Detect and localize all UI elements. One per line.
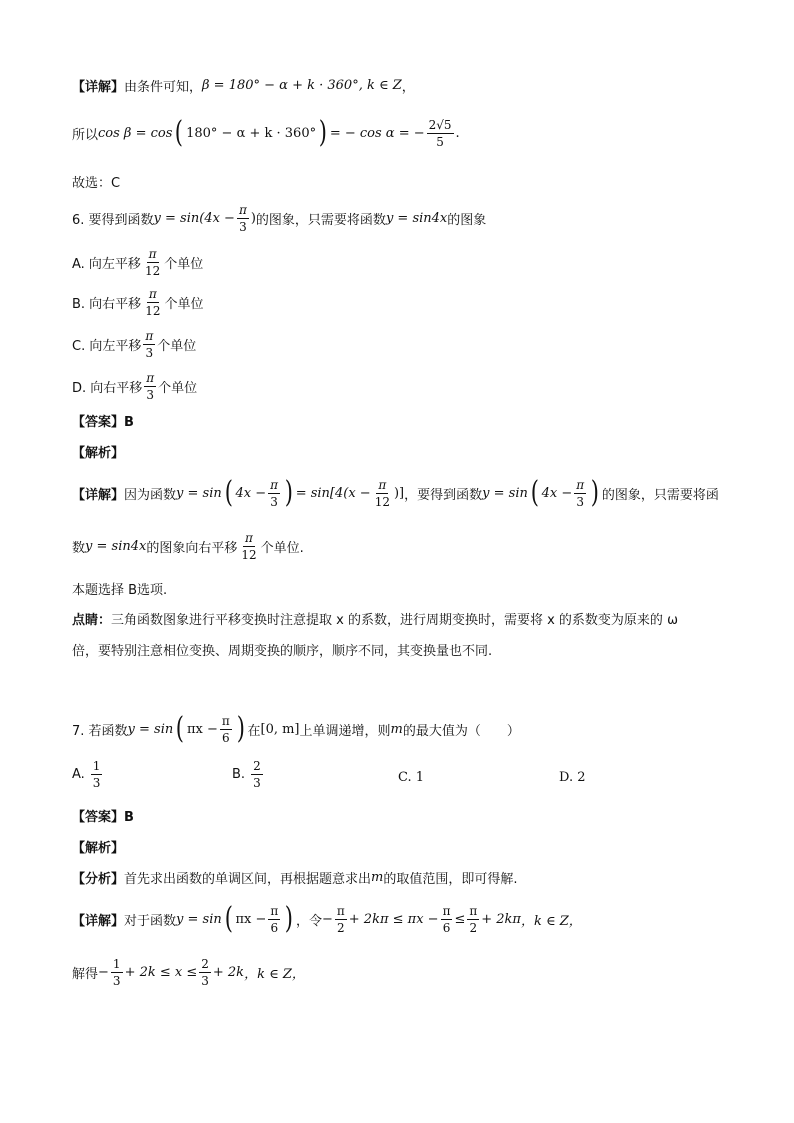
- right-paren: ): [318, 115, 328, 150]
- option-fraction: [144, 372, 156, 401]
- q7-answer: [72, 806, 134, 825]
- q7-stem: [72, 711, 520, 746]
- denominator: 3: [201, 974, 209, 988]
- pi-over-12: [373, 479, 392, 508]
- q7-option-c[interactable]: [398, 770, 424, 785]
- pi-over-3: [268, 479, 280, 508]
- cos-argument: 180° − α + k · 360°: [186, 125, 317, 141]
- sin-function: y = sin: [176, 485, 222, 501]
- left-paren: (: [224, 475, 233, 510]
- numerator: π: [145, 329, 154, 343]
- detail-text: 因为函数: [124, 487, 177, 503]
- beta-formula: β = 180° − α + k · 360°, k ∈ Z: [202, 78, 402, 93]
- pi-over-6: [220, 715, 232, 744]
- close-bracket: )]: [393, 485, 405, 501]
- detail-text: 数: [72, 541, 86, 556]
- denominator: 2: [469, 920, 478, 935]
- inequality-part: + 2k ≤ x ≤: [124, 965, 198, 980]
- minus-sign: −: [98, 965, 109, 980]
- choice-text: 故选：C: [72, 176, 121, 191]
- option-label: B.: [232, 767, 246, 782]
- q7-stem-text-4: 的最大值为（ ）: [402, 723, 520, 739]
- right-paren: ): [590, 475, 600, 510]
- option-label: D. 向右平移: [72, 381, 143, 396]
- q7-detail-line: [72, 901, 582, 936]
- sin-argument: 4x −: [235, 485, 267, 501]
- minus-sign: −: [321, 911, 333, 927]
- q6-option-a[interactable]: [72, 248, 203, 277]
- option-fraction: [143, 248, 162, 277]
- q6-comment-1: [72, 609, 678, 628]
- q7-solve-line: [72, 958, 305, 987]
- numerator: π: [221, 713, 230, 728]
- numerator: π: [245, 531, 253, 545]
- cos-beta-line: [72, 115, 460, 150]
- pi-over-6: [441, 905, 453, 934]
- denominator: 3: [270, 494, 278, 509]
- numerator: π: [146, 371, 155, 385]
- q6-function-2: y = sin4x: [385, 211, 448, 226]
- answer-text: 【答案】B: [72, 415, 134, 430]
- q6-option-b[interactable]: [72, 288, 203, 317]
- denominator: 6: [270, 920, 279, 935]
- q6-answer: [72, 411, 134, 430]
- comment-text: 三角函数图象进行平移变换时注意提取 x 的系数，进行周期变换时，需要将 x 的系数变为原来的 ω: [111, 613, 678, 628]
- sin-argument-2: 4x −: [541, 485, 573, 501]
- pi-over-3: [574, 479, 586, 508]
- sin-rewrite: = sin[4(x −: [295, 485, 371, 501]
- numerator: π: [442, 903, 451, 918]
- detail-text: 对于函数: [124, 913, 177, 929]
- inequality-part-2: + 2k: [212, 965, 245, 980]
- q6-analysis-heading: [72, 442, 124, 461]
- option-unit: 个单位: [158, 381, 198, 396]
- denominator: 6: [442, 920, 451, 935]
- option-label: D. 2: [559, 770, 586, 785]
- q7-option-d[interactable]: [559, 770, 586, 785]
- numerator: π: [469, 903, 478, 918]
- denominator: 3: [112, 974, 121, 988]
- detail-text-2: ，令: [295, 913, 322, 929]
- denominator: 3: [253, 776, 261, 790]
- analysis-heading: 【解析】: [72, 841, 125, 856]
- left-paren: (: [224, 901, 233, 936]
- q6-choose: [72, 579, 167, 598]
- answer-text: 【答案】B: [72, 810, 134, 825]
- detail-text-3: 的图象，只需要将函: [601, 487, 719, 503]
- q7-analysis-heading: [72, 837, 124, 856]
- detail-tag: 【详解】: [72, 913, 125, 929]
- denominator: 3: [92, 776, 101, 790]
- denominator: 12: [374, 494, 390, 509]
- denominator: 3: [239, 220, 247, 234]
- numerator: π: [148, 287, 157, 301]
- two-thirds: [199, 958, 211, 987]
- q6-option-d[interactable]: [72, 372, 197, 401]
- k-in-z: ，k ∈ Z，: [244, 967, 305, 982]
- numerator: π: [148, 247, 157, 261]
- variable-m: m: [371, 870, 384, 885]
- q6-comment-2: [72, 640, 492, 659]
- q7-stem-text-2: 在: [247, 723, 261, 739]
- denominator: 3: [146, 388, 155, 402]
- left-paren: (: [176, 711, 185, 746]
- analysis-text: 首先求出函数的单调区间，再根据题意求出: [124, 872, 372, 887]
- detail-text-2: 的图象向右平移: [146, 541, 238, 556]
- numerator: 1: [112, 957, 121, 971]
- so-text: 所以: [72, 127, 99, 143]
- left-paren: (: [175, 115, 184, 150]
- interval: [0, m]: [260, 721, 300, 737]
- cos-beta-expr: cos β = cos: [98, 125, 173, 141]
- option-fraction: [91, 760, 103, 789]
- one-third: [111, 958, 123, 987]
- detail-line-1: [72, 76, 415, 95]
- option-label: C. 向左平移: [72, 339, 142, 354]
- denominator: 5: [436, 134, 444, 149]
- close-paren: ): [250, 211, 256, 226]
- comment-text: 倍，要特别注意相位变换、周期变换的顺序，顺序不同，其变换量也不同.: [72, 644, 493, 659]
- option-unit: 个单位: [157, 339, 197, 354]
- choice-line: [72, 172, 120, 191]
- pi-over-6: [268, 905, 280, 934]
- numerator: π: [270, 477, 278, 492]
- q7-option-b[interactable]: [232, 760, 265, 789]
- option-label: A.: [72, 767, 85, 782]
- inequality-part: + 2kπ ≤ πx −: [348, 911, 439, 927]
- numerator: π: [270, 903, 279, 918]
- choose-text: 本题选择 B选项.: [72, 583, 168, 598]
- q6-stem-text-2: 的图象，只需要将函数: [255, 213, 386, 228]
- sin4x-function: y = sin4x: [85, 539, 147, 554]
- pi-over-12: [239, 532, 258, 561]
- option-unit: 个单位: [164, 297, 204, 312]
- solve-text: 解得: [72, 967, 99, 982]
- right-paren: ): [236, 711, 245, 746]
- detail-text-3: 个单位.: [260, 541, 304, 556]
- q6-stem: [72, 204, 486, 233]
- punctuation: ，: [401, 80, 415, 95]
- period: .: [455, 125, 460, 141]
- pi-over-2: [467, 905, 479, 934]
- denominator: 12: [144, 264, 161, 278]
- denominator: 12: [145, 304, 161, 318]
- option-label: A. 向左平移: [72, 257, 141, 272]
- detail-tag: 【详解】: [72, 487, 125, 503]
- numerator: 2√5: [428, 117, 452, 132]
- numerator: 2: [201, 957, 209, 971]
- sin-function-2: y = sin: [482, 485, 528, 501]
- sin-argument: πx −: [186, 721, 218, 737]
- numerator: 1: [92, 759, 101, 773]
- pi-over-3: [237, 204, 249, 233]
- leq-sign: ≤: [454, 911, 466, 927]
- q6-function-1: y = sin(4x −: [153, 211, 235, 226]
- inequality-part-2: + 2kπ: [481, 911, 521, 927]
- q6-detail-line-1: [72, 475, 719, 510]
- option-label: C. 1: [398, 770, 425, 785]
- pi-over-2: [335, 905, 347, 934]
- fraction-2root5-over-5: [427, 119, 454, 148]
- option-unit: 个单位: [164, 257, 204, 272]
- sin-argument: πx −: [235, 911, 267, 927]
- sin-function: y = sin: [176, 911, 222, 927]
- cos-alpha-expr: = − cos α = −: [329, 125, 425, 141]
- variable-m: m: [390, 721, 403, 737]
- numerator: π: [336, 903, 345, 918]
- analysis-heading: 【解析】: [72, 446, 125, 461]
- q7-stem-text: 7. 若函数: [72, 723, 128, 739]
- q7-analysis-line: [72, 868, 518, 887]
- numerator: π: [238, 203, 247, 217]
- denominator: 3: [145, 346, 154, 360]
- q6-stem-text-3: 的图象: [447, 213, 487, 228]
- left-paren: (: [530, 475, 539, 510]
- option-fraction: [143, 330, 155, 359]
- q7-stem-text-3: 上单调递增，则: [299, 723, 391, 739]
- q7-option-a[interactable]: [72, 760, 104, 789]
- option-fraction: [251, 760, 263, 789]
- right-paren: ): [285, 901, 294, 936]
- denominator: 6: [222, 730, 230, 745]
- q6-detail-line-2: [72, 532, 304, 561]
- numerator: 2: [253, 759, 261, 773]
- option-label: B. 向右平移: [72, 297, 142, 312]
- sin-function: y = sin: [127, 721, 174, 737]
- q6-option-c[interactable]: [72, 330, 196, 359]
- numerator: π: [378, 477, 387, 492]
- detail-text-2: ，要得到函数: [404, 487, 483, 503]
- denominator: 2: [337, 920, 345, 935]
- analysis-tag: 【分析】: [72, 872, 125, 887]
- analysis-text-2: 的取值范围，即可得解.: [383, 872, 518, 887]
- denominator: 12: [241, 548, 257, 562]
- denominator: 3: [576, 494, 584, 509]
- k-in-z: ，k ∈ Z，: [520, 913, 582, 929]
- detail-text: 由条件可知，: [124, 80, 203, 95]
- right-paren: ): [284, 475, 293, 510]
- numerator: π: [576, 477, 585, 492]
- detail-tag: 【详解】: [72, 80, 125, 95]
- q6-stem-text: 6. 要得到函数: [72, 213, 154, 228]
- option-fraction: [143, 288, 162, 317]
- comment-tag: 点睛：: [72, 613, 112, 628]
